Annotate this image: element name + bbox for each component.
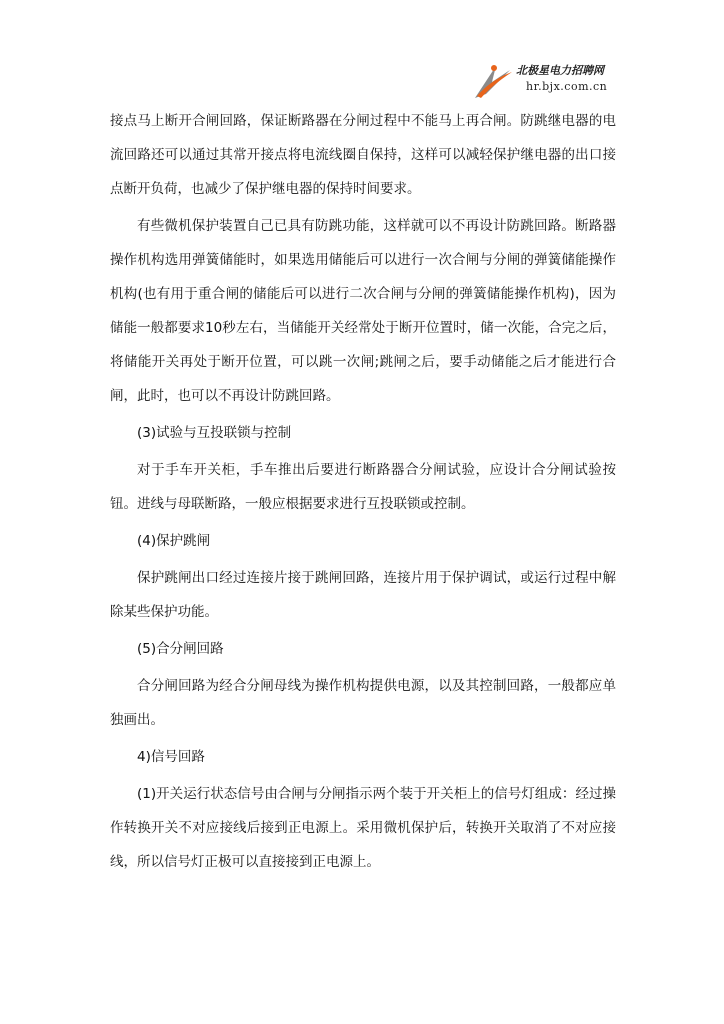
- paragraph-spring-storage: 有些微机保护装置自己已具有防跳功能，这样就可以不再设计防跳回路。断路器操作机构选用弹簧储能时，如果选用储能后可以进行一次合闸与分闸的弹簧储能操作机构(也有用于重合闸的储能后可以进行二次合闸与分闸的弹簧储能操作机构)，因为储能一般都要求10秒左右，当储能开关经常处于断开位置时，储一次能，合完之后，将储能开关再处于断开位置，可以跳一次闸;跳闸之后，要手动储能之后才能进行合闸，此时，也可以不再设计防跳回路。: [110, 218, 616, 404]
- logo-title: 北极星电力招聘网: [516, 64, 604, 77]
- site-logo: [472, 58, 622, 102]
- paragraph-test-interlock: 对于手车开关柜，手车推出后要进行断路器合分闸试验，应设计合分闸试验按钮。进线与母联断路，一般应根据要求进行互投联锁或控制。: [110, 462, 616, 512]
- star-swoosh-logo-icon: [472, 60, 514, 100]
- logo-url: hr.bjx.com.cn: [526, 80, 608, 93]
- paragraph-closing-opening-circuit: 合分闸回路为经合分闸母线为操作机构提供电源，以及其控制回路，一般都应单独画出。: [110, 678, 616, 728]
- paragraph-protection-trip: 保护跳闸出口经过连接片接于跳闸回路，连接片用于保护调试，或运行过程中解除某些保护功能。: [110, 570, 616, 620]
- heading-test-interlock: (3)试验与互投联锁与控制: [137, 425, 292, 441]
- paragraph-anti-pump-relay: 接点马上断开合闸回路，保证断路器在分闸过程中不能马上再合闸。防跳继电器的电流回路还可以通过其常开接点将电流线圈自保持，这样可以减轻保护继电器的出口接点断开负荷，也减少了保护继电器的保持时间要求。: [110, 113, 616, 197]
- heading-closing-opening-circuit: (5)合分闸回路: [137, 641, 224, 657]
- paragraph-signal-circuit: (1)开关运行状态信号由合闸与分闸指示两个装于开关柜上的信号灯组成：经过操作转换开关不对应接线后接到正电源上。采用微机保护后，转换开关取消了不对应接线，所以信号灯正极可以直接接到正电源上。: [110, 786, 616, 870]
- heading-signal-circuit: 4)信号回路: [137, 749, 205, 765]
- document-body: [110, 104, 616, 879]
- heading-protection-trip: (4)保护跳闸: [137, 533, 211, 549]
